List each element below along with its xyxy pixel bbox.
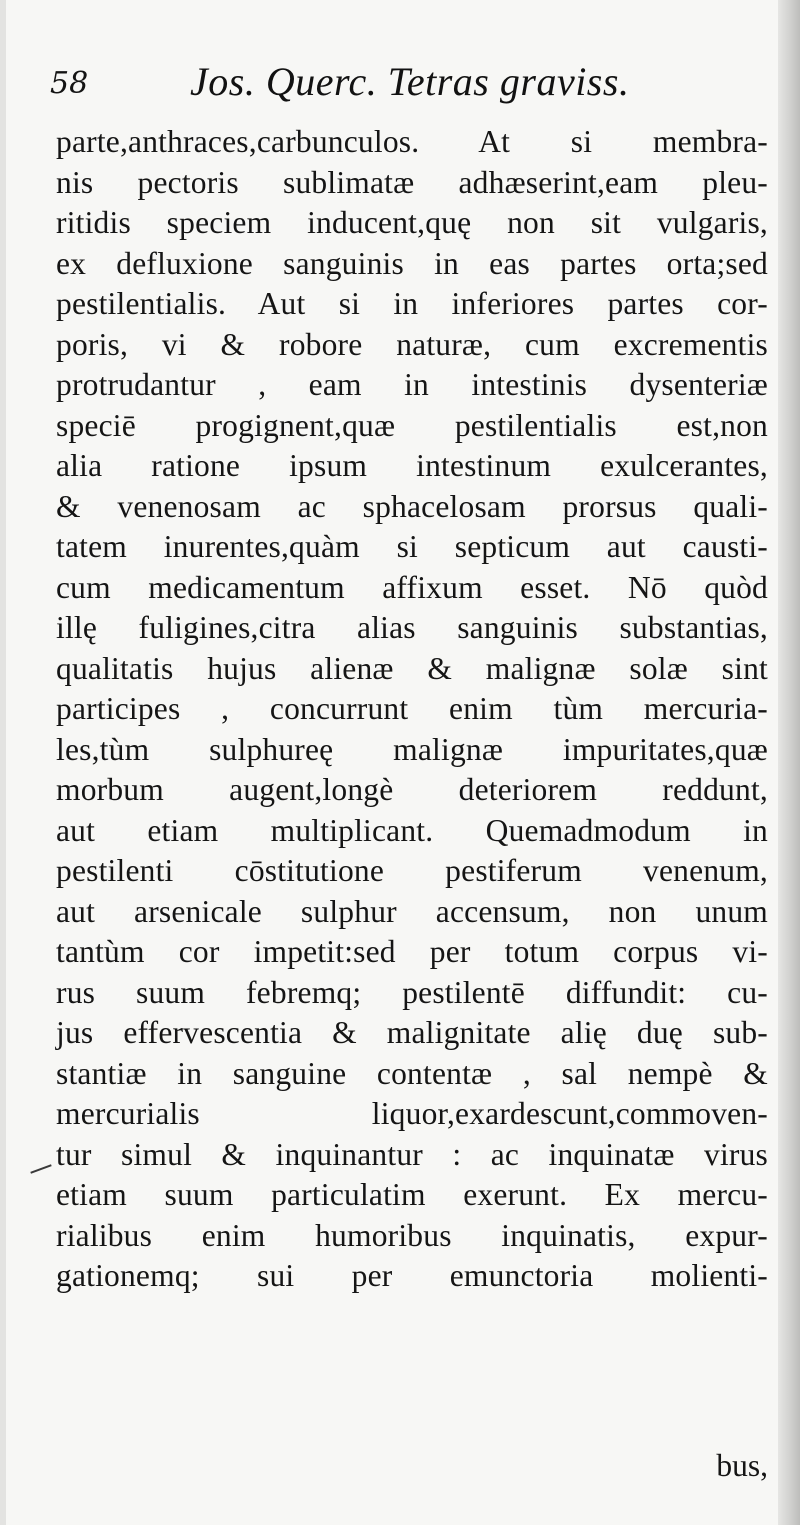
page-edge [0, 0, 6, 1525]
text-line: participes , concurrunt enim tùm mercuria- [56, 691, 768, 726]
text-line: tatem inurentes,quàm si septicum aut causti- [56, 529, 768, 564]
text-line: qualitatis hujus alienæ & malignæ solæ sint [56, 650, 768, 686]
text-line: nis pectoris sublimatæ adhæserint,eam pleu- [56, 164, 768, 200]
text-line: stantiæ in sanguine contentæ , sal nempè & [56, 1055, 768, 1091]
text-line: les,tùm sulphureę malignæ impuritates,quæ [56, 731, 768, 767]
text-line: aut arsenicale sulphur accensum, non unum [56, 893, 768, 929]
body-text [56, 122, 768, 1297]
text-line: jus effervescentia & malignitate alię duę sub- [56, 1015, 768, 1050]
text-line: & venenosam ac sphacelosam prorsus quali- [56, 488, 768, 524]
text-line: illę fuligines,citra alias sanguinis substantias, [56, 610, 768, 645]
margin-mark [30, 1164, 51, 1173]
text-line: ritidis speciem inducent,quę non sit vulgaris, [56, 205, 768, 240]
text-line: gationemq; sui per emunctoria molienti- [56, 1258, 768, 1293]
text-line: protrudantur , eam in intestinis dysenteriæ [56, 367, 768, 402]
text-line: rialibus enim humoribus inquinatis, expur- [56, 1217, 768, 1253]
text-line: tur simul & inquinantur : ac inquinatæ virus [56, 1136, 768, 1172]
page-header [50, 52, 770, 112]
text-line: pestilenti cōstitutione pestiferum venenum, [56, 853, 768, 888]
text-line: tantùm cor impetit:sed per totum corpus vi- [56, 934, 768, 969]
text-line: speciē progignent,quæ pestilentialis est,non [56, 407, 768, 443]
text-line: parte,anthraces,carbunculos. At si membra- [56, 124, 768, 159]
text-line: alia ratione ipsum intestinum exulcerantes, [56, 448, 768, 483]
running-head: Jos. Querc. Tetras graviss. [190, 59, 630, 104]
catchword: bus, [716, 1448, 768, 1483]
text-line: mercurialis liquor,exardescunt,commoven- [56, 1096, 768, 1131]
text-line: etiam suum particulatim exerunt. Ex mercu- [56, 1177, 768, 1212]
text-line: cum medicamentum affixum esset. Nō quòd [56, 569, 768, 605]
text-line: rus suum febremq; pestilentē diffundit: cu- [56, 974, 768, 1010]
catchword-line [56, 1448, 768, 1484]
text-line: aut etiam multiplicant. Quemadmodum in [56, 812, 768, 848]
book-spine-shadow [778, 0, 800, 1525]
text-line: ex defluxione sanguinis in eas partes orta;sed [56, 245, 768, 281]
text-line: morbum augent,longè deteriorem reddunt, [56, 772, 768, 807]
text-line: pestilentialis. Aut si in inferiores partes cor- [56, 286, 768, 321]
page-number: 58 [50, 66, 89, 101]
text-line: poris, vi & robore naturæ, cum excrementis [56, 326, 768, 362]
